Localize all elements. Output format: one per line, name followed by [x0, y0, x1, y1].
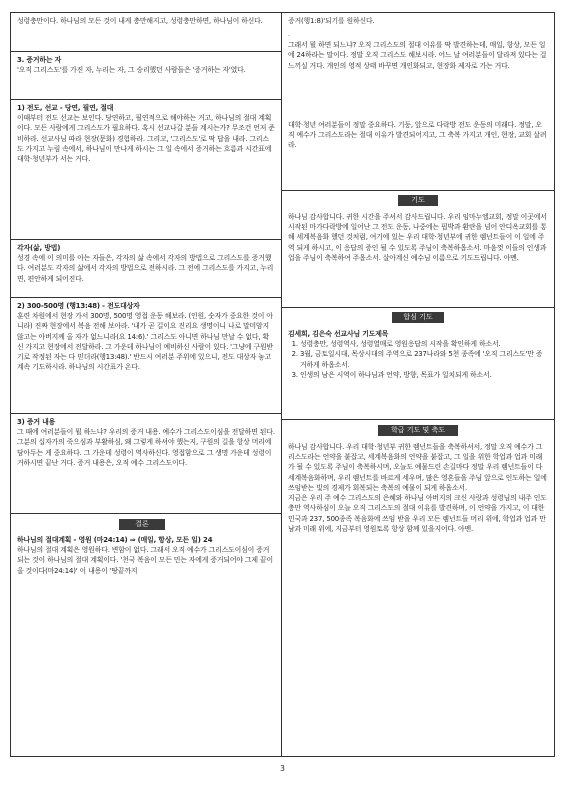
blessing-block [282, 439, 554, 534]
topics-block [282, 326, 554, 380]
section-title: 각자(삶, 방법) [17, 244, 61, 252]
topics-list [288, 339, 548, 380]
topic-item: 1. 성령충만, 성령역사, 성령열매로 영원응답의 시작을 확인하게 하소서. [300, 339, 548, 349]
blessing-text-1: 하나님 감사합니다. 우리 대학·청년부 귀한 렘넌트들을 축복하셔서, 정말 오직 예수가 그리스도라는 언약을 붙잡고, 세계복음화의 언약을 붙잡고, 그 일을 위한 학업과 업과 미래가 될 수 있도록 주님이 축복하시며, 오늘도 예물드린 손길마다 정말 우리 렘넌트들이 다 세계복음화하며, 우리 렘넌트를 바르게 세우며, 많은 영혼들을 주님 앞으로 인도하는 일에 쓰임받는 빛의 경제가 회복되는 축복의 예물이 되게 하옵소서. [288, 443, 547, 492]
blessing-header: 학급 기도 및 축도 [378, 425, 458, 436]
divider [11, 513, 281, 514]
reason-text: 그래서 뭘 하면 되느냐? 오직 그리스도의 절대 이유를 딱 발견하는데, 매일, 항상, 모든 일에 24하라는 말이다. 정말 오직 그리스도 해보시라. 어느 날 여러분들이 달라져 있다는 걸 느끼실 거다. 개인의 영적 상태 바꾸면 개인화되고, 현장화 제자로 가는 거다. [288, 41, 547, 70]
conclusion-header: 결론 [119, 519, 165, 530]
section-content [11, 414, 281, 468]
plan-text: 하나님의 절대 계획은 영원하다. 변함이 없다. 그래서 오직 예수가 그리스도이심이 증거되는 것이 하나님의 절대 계획이다. '천국 복음이 모든 민는 자에게 증거되어야 그제 끝이 올 것이다(마24:14)' 이 내용이 '땅끝까지 [17, 546, 273, 575]
section-text: '오직 그리스도'를 가진 자, 누리는 자, 그 승리했던 사람들은 '증거하는 자'였다. [17, 66, 246, 75]
page-frame [10, 12, 555, 757]
topic-item: 3. 인생의 남은 시역이 하나님과 언약, 방향, 목표가 일치되게 하소서. [300, 370, 548, 380]
continuation-block [282, 13, 554, 71]
divider [282, 307, 554, 308]
left-column [11, 13, 282, 756]
continuation-dot: . [288, 31, 290, 39]
section-title: 3. 증거하는 자 [17, 56, 62, 64]
joint-prayer-header: 합심 기도 [392, 312, 444, 323]
section-each [11, 240, 281, 284]
section-title: 2) 300-500명 (행13:48) - 전도대상자 [17, 302, 140, 310]
plan-title: 하나님의 절대계획 - 영원 (마24:14) ⇒ (매일, 항상, 모든 일) 24 [17, 536, 213, 544]
divider [282, 190, 554, 191]
prayer-text: 하나님 감사합니다. 귀한 시간을 주셔서 감사드립니다. 우리 임마누엘교회, 정말 이곳에서 시작된 마가다락방에 일어난 그 전도 운동, 나중에는 핍박과 환란을 넘어 안디옥교회를 통해 세계복음화 했던 것처럼, 여기에 있는 우리 대학·청년부에 귀한 렘넌트들이 이 일에 주역 되게 하시고, 이 응답의 증인 될 수 있도록 주님이 축복하옵소서. 마음껏 이들의 인생과 업을 주님이 축복하여 주옵소서. 살아계신 예수님 이름으로 기도드립니다. 아멘. [288, 213, 547, 262]
youth-block [282, 117, 554, 151]
section-plan [11, 532, 281, 576]
section-text: 성경 속에 이 의미를 아는 자들은, 각자의 삶 속에서 각자의 방법으로 그리스도를 증거했다. 여러분도 각자의 삶에서 각자의 방법으로 전하시라. 그 전에 그리스도를 가지고, 누리면, 편안하게 되어진다. [17, 254, 274, 283]
section-witness [11, 52, 281, 75]
section-title: 3) 증거 내용 [17, 418, 56, 426]
section-targets [11, 298, 281, 373]
prayer-block [282, 209, 554, 263]
section-title: 1) 전도, 선교 - 당연, 필연, 절대 [17, 104, 114, 112]
intro-block [11, 13, 281, 26]
youth-text: 대학·청년 여러분들이 정말 중요하다. 기둥, 앞으로 다락방 전도 운동의 미래다. 정말, 오직 예수가 그리스도라는 절대 이유가 발견되어지고, 그 축복 가지고 개인, 현장, 교회 살려라. [288, 121, 547, 150]
blessing-text-2: 지금은 우리 주 예수 그리스도의 은혜와 하나님 아버지의 크신 사랑과 성령님의 내주 인도 충만 역사하심이 오늘 오직 그리스도의 절대 이유를 발견하며, 이 언약을 가지고, 이 대한민국과 237, 500종족 복음화에 쓰임 받을 우리 모든 렘넌트들 머리 위에, 학업과 업과 만남과 미래 위에, 지금부터 영원토록 항상 함께 있을지어다. 아멘. [288, 494, 547, 533]
section-mission [11, 100, 281, 164]
topics-title: 김세희, 김은숙 선교사님 기도제목 [288, 330, 389, 338]
section-text: 훈련 차원에서 현장 가서 300명, 500명 영접 운동 해보라. (인원, 숫자가 중요한 것이 아니라) 진짜 현장에서 복음 전해 보아라. '내가 곧 길이요 진리요 생명이니 나로 말미암지 않고는 아버지께 올 자가 없느니라(요 14:6).' 그리스도 아니면 하나님 만날 수 없다, 확신 가지고 현장에서 전달하라. 그 가운데 하나님이 예비하신 사람이 있다. '그냥에 구원받기로 작정된 자는 다 믿더라(행13:48).' 반드시 여러분 주위에 있으니, 전도 대상자 놓고 계속 기도하시라. 하나님의 시간표가 온다. [17, 312, 273, 372]
topic-item: 2. 3월, 금토일시대, 목상시대의 주역으로 237나라와 5천 종족에 '오직 그리스도'만 증거하게 하옵소서. [300, 349, 548, 369]
prayer-header: 기도 [398, 195, 438, 206]
continuation-text: 증거(행1:8)'되기를 원하신다. [288, 17, 375, 25]
page-number: 3 [280, 764, 285, 773]
right-column [282, 13, 554, 756]
intro-text: 성령충만이다. 하나님의 모든 것이 내게 충만해지고, 성령충만하면, 하나님이 하신다. [17, 17, 263, 25]
section-text: 그 때에 여러분들이 뭘 하느냐? 우리의 증거 내용. 예수가 그리스도이심을 전달하면 된다. 그분의 십자가의 죽으심과 부활하심, 왜 그렇게 하셔야 했는지, 구원의 길을 항상 머리에 담아두는 게 중요하다. 그 가운데 성령이 역사하신다. 영접함으로 그 생명 가운데 성령이 거하시면 끝난 거다. 증거 내용은, 오직 예수 그리스도이다. [17, 428, 275, 467]
divider [282, 419, 554, 420]
section-text: 이때부터 전도 선교는 보인다. 당연하고, 필연적으로 해야하는 거고, 하나님의 절대 계획이다. 모든 사람에게 그리스도가 필요하다. 혹시 선교나갈 분들 계시는가? 무조건 언저 준비하라. 선교사님 따라 현장(문화) 경험하라. 그리고, '그리스도'로 딱 답을 내라. 그리스도 가지고 누림 속에서, 하나님이 만나게 하시는 그 일 속에서 증거하는 흐름과 시간표에 대학·청년부가 서는 거다. [17, 114, 275, 164]
